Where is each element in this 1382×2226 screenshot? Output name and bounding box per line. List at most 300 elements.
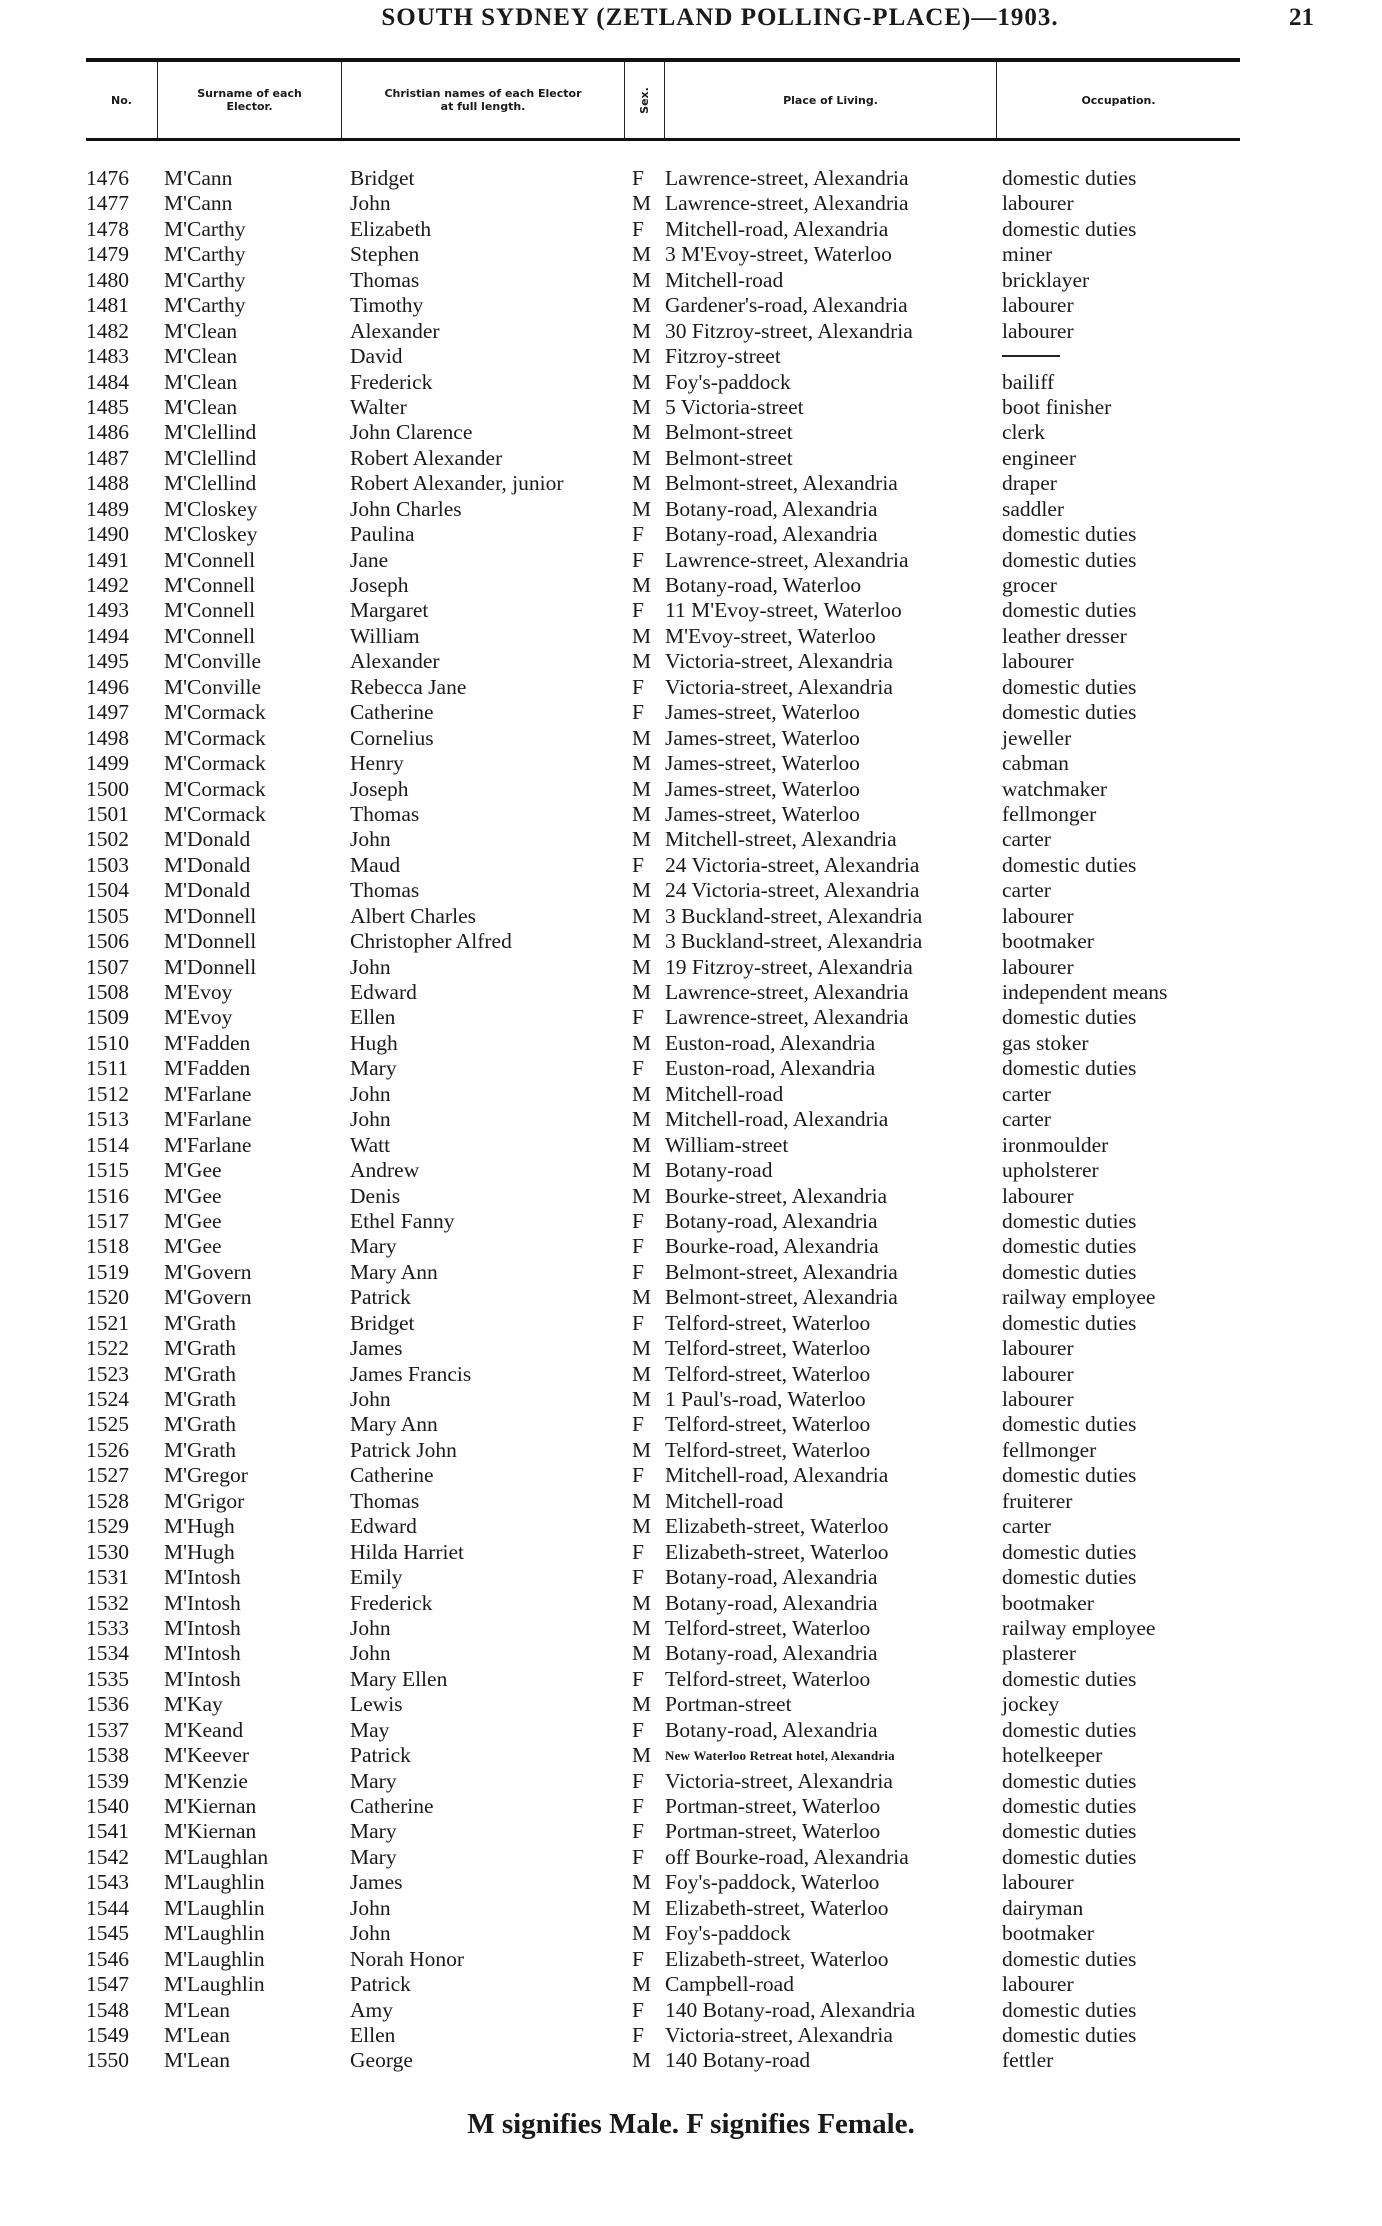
elector-number: 1518: [86, 1234, 129, 1259]
table-row: [0, 1438, 1382, 1463]
elector-place-of-living: Victoria-street, Alexandria: [665, 1768, 893, 1793]
table-row: [0, 1769, 1382, 1794]
elector-place-of-living: Lawrence-street, Alexandria: [665, 1005, 909, 1030]
table-row: [0, 649, 1382, 674]
elector-occupation: railway employee: [1002, 1285, 1156, 1310]
elector-place-of-living: Belmont-street: [665, 445, 793, 470]
elector-occupation: ironmoulder: [1002, 1132, 1109, 1157]
elector-number: 1506: [86, 929, 129, 954]
elector-surname: M'Farlane: [164, 1081, 252, 1106]
elector-place-of-living: Telford-street, Waterloo: [665, 1437, 871, 1462]
elector-number: 1544: [86, 1895, 129, 1920]
elector-place-of-living: Telford-street, Waterloo: [665, 1336, 871, 1361]
elector-occupation: domestic duties: [1002, 1208, 1137, 1233]
elector-christian-names: Patrick: [350, 1743, 411, 1768]
elector-sex: M: [632, 445, 652, 470]
elector-surname: M'Clellind: [164, 471, 257, 496]
elector-surname: M'Farlane: [164, 1107, 252, 1132]
elector-christian-names: Mary Ann: [350, 1412, 438, 1437]
elector-christian-names: Catherine: [350, 1463, 434, 1488]
elector-number: 1547: [86, 1972, 129, 1997]
elector-surname: M'Donnell: [164, 903, 257, 928]
elector-occupation: domestic duties: [1002, 1463, 1137, 1488]
elector-christian-names: Watt: [350, 1132, 391, 1157]
elector-number: 1548: [86, 1997, 129, 2022]
elector-sex: F: [632, 1946, 644, 1971]
elector-occupation: independent means: [1002, 980, 1168, 1004]
elector-surname: M'Donald: [164, 852, 251, 877]
elector-occupation: domestic duties: [1002, 1412, 1137, 1437]
elector-christian-names: Cornelius: [350, 725, 434, 750]
elector-occupation: fruiterer: [1002, 1488, 1073, 1513]
elector-number: 1509: [86, 1005, 129, 1030]
elector-number: 1488: [86, 471, 129, 496]
elector-place-of-living: Portman-street, Waterloo: [665, 1794, 881, 1818]
column-header-row: [86, 58, 1240, 141]
elector-occupation: carter: [1002, 827, 1051, 852]
table-row: [0, 522, 1382, 547]
elector-christian-names: Patrick: [350, 1285, 411, 1310]
elector-christian-names: John: [350, 827, 391, 852]
elector-surname: M'Carthy: [164, 293, 246, 318]
elector-number: 1482: [86, 318, 129, 343]
elector-christian-names: John: [350, 954, 391, 979]
elector-surname: M'Intosh: [164, 1565, 241, 1590]
elector-number: 1532: [86, 1590, 129, 1615]
elector-sex: F: [632, 1997, 644, 2022]
elector-occupation: carter: [1002, 1514, 1051, 1539]
elector-occupation: domestic duties: [1002, 852, 1137, 877]
elector-sex: F: [632, 522, 644, 547]
table-row: [0, 624, 1382, 649]
elector-surname: M'Cormack: [164, 801, 266, 826]
elector-surname: M'Hugh: [164, 1514, 235, 1539]
elector-sex: M: [632, 1641, 652, 1666]
elector-sex: M: [632, 929, 652, 954]
elector-christian-names: Mary: [350, 1844, 397, 1869]
elector-number: 1521: [86, 1310, 129, 1335]
elector-christian-names: Lewis: [350, 1692, 403, 1717]
elector-sex: F: [632, 1717, 644, 1742]
elector-place-of-living: Lawrence-street, Alexandria: [665, 166, 909, 190]
table-row: [0, 1794, 1382, 1819]
elector-christian-names: Robert Alexander: [350, 445, 503, 470]
table-row: [0, 1133, 1382, 1158]
table-row: [0, 1234, 1382, 1259]
elector-number: 1495: [86, 649, 129, 674]
elector-surname: M'Donald: [164, 827, 251, 852]
table-row: [0, 1158, 1382, 1183]
table-row: [0, 1591, 1382, 1616]
elector-number: 1484: [86, 369, 129, 394]
table-row: [0, 1921, 1382, 1946]
elector-place-of-living: 3 Buckland-street, Alexandria: [665, 903, 923, 928]
elector-occupation: boot finisher: [1002, 394, 1112, 419]
table-row: [0, 1565, 1382, 1590]
elector-surname: M'Conville: [164, 649, 262, 674]
table-row: [0, 293, 1382, 318]
elector-christian-names: Paulina: [350, 522, 415, 547]
elector-occupation: clerk: [1002, 420, 1045, 445]
elector-occupation: leather dresser: [1002, 623, 1127, 648]
elector-occupation: carter: [1002, 1081, 1051, 1106]
elector-occupation: draper: [1002, 471, 1057, 496]
elector-christian-names: James Francis: [350, 1361, 472, 1386]
elector-occupation: labourer: [1002, 293, 1074, 318]
elector-surname: M'Fadden: [164, 1030, 251, 1055]
elector-place-of-living: Euston-road, Alexandria: [665, 1030, 876, 1055]
elector-number: 1535: [86, 1666, 129, 1691]
elector-number: 1517: [86, 1208, 129, 1233]
elector-place-of-living: Telford-street, Waterloo: [665, 1412, 871, 1437]
elector-christian-names: Ethel Fanny: [350, 1208, 455, 1233]
elector-christian-names: John: [350, 1641, 391, 1666]
elector-surname: M'Keand: [164, 1717, 244, 1742]
elector-number: 1507: [86, 954, 129, 979]
elector-occupation: labourer: [1002, 318, 1074, 343]
elector-number: 1491: [86, 547, 129, 572]
elector-occupation: labourer: [1002, 1387, 1074, 1411]
elector-surname: M'Carthy: [164, 267, 246, 292]
elector-number: 1537: [86, 1717, 129, 1742]
table-row: [0, 1540, 1382, 1565]
elector-christian-names: John: [350, 1081, 391, 1106]
elector-occupation: labourer: [1002, 1972, 1074, 1997]
elector-occupation: fellmonger: [1002, 1437, 1097, 1462]
elector-place-of-living: Euston-road, Alexandria: [665, 1056, 876, 1081]
elector-place-of-living: 5 Victoria-street: [665, 394, 804, 419]
elector-surname: M'Clellind: [164, 445, 257, 470]
elector-surname: M'Lean: [164, 1997, 230, 2022]
elector-number: 1496: [86, 674, 129, 699]
table-row: [0, 548, 1382, 573]
elector-christian-names: Edward: [350, 1514, 417, 1539]
table-row: [0, 446, 1382, 471]
elector-occupation: domestic duties: [1002, 700, 1137, 725]
column-header-sex: [625, 62, 665, 138]
elector-sex: F: [632, 547, 644, 572]
table-row: [0, 319, 1382, 344]
elector-sex: F: [632, 1234, 644, 1259]
elector-place-of-living: Portman-street: [665, 1692, 792, 1717]
table-row: [0, 1641, 1382, 1666]
elector-place-of-living: Mitchell-road: [665, 267, 784, 292]
elector-place-of-living: Foy's-paddock: [665, 1921, 791, 1946]
elector-surname: M'Donald: [164, 878, 251, 903]
table-row: [0, 1819, 1382, 1844]
table-row: [0, 777, 1382, 802]
elector-surname: M'Grath: [164, 1361, 236, 1386]
elector-number: 1487: [86, 445, 129, 470]
elector-christian-names: Amy: [350, 1997, 393, 2022]
table-row: [0, 1209, 1382, 1234]
elector-place-of-living: Fitzroy-street: [665, 344, 781, 369]
elector-number: 1534: [86, 1641, 129, 1666]
elector-occupation: bootmaker: [1002, 1590, 1094, 1615]
elector-place-of-living: James-street, Waterloo: [665, 801, 860, 826]
elector-number: 1510: [86, 1030, 129, 1055]
elector-place-of-living: Mitchell-road: [665, 1488, 784, 1513]
elector-number: 1513: [86, 1107, 129, 1132]
elector-occupation: domestic duties: [1002, 1565, 1137, 1590]
table-row: [0, 1031, 1382, 1056]
elector-sex: M: [632, 878, 652, 903]
elector-christian-names: John: [350, 191, 391, 216]
elector-christian-names: Margaret: [350, 598, 429, 623]
elector-place-of-living: Elizabeth-street, Waterloo: [665, 1895, 889, 1920]
elector-number: 1508: [86, 980, 129, 1004]
elector-place-of-living: M'Evoy-street, Waterloo: [665, 623, 876, 648]
elector-number: 1500: [86, 776, 129, 801]
column-header-no: No.: [86, 62, 158, 138]
elector-occupation: domestic duties: [1002, 166, 1137, 190]
elector-occupation: gas stoker: [1002, 1030, 1089, 1055]
elector-surname: M'Donnell: [164, 929, 257, 954]
table-row: [0, 1947, 1382, 1972]
elector-number: 1527: [86, 1463, 129, 1488]
elector-place-of-living: Botany-road, Alexandria: [665, 1208, 878, 1233]
elector-number: 1516: [86, 1183, 129, 1208]
table-row: [0, 1184, 1382, 1209]
elector-place-of-living: James-street, Waterloo: [665, 751, 860, 776]
elector-surname: M'Clean: [164, 369, 238, 394]
elector-occupation: cabman: [1002, 751, 1069, 776]
elector-number: 1490: [86, 522, 129, 547]
elector-occupation: hotelkeeper: [1002, 1743, 1103, 1768]
elector-sex: M: [632, 1514, 652, 1539]
elector-sex: M: [632, 649, 652, 674]
table-row: [0, 955, 1382, 980]
elector-occupation: bricklayer: [1002, 267, 1090, 292]
elector-christian-names: Thomas: [350, 1488, 420, 1513]
elector-sex: M: [632, 1743, 652, 1768]
elector-occupation: domestic duties: [1002, 522, 1137, 547]
elector-christian-names: Mary Ann: [350, 1259, 438, 1284]
table-row: [0, 1056, 1382, 1081]
elector-surname: M'Gee: [164, 1183, 222, 1208]
elector-sex: M: [632, 1590, 652, 1615]
elector-number: 1546: [86, 1946, 129, 1971]
elector-number: 1538: [86, 1743, 129, 1768]
blank-occupation-dash: [1002, 355, 1060, 357]
elector-surname: M'Gee: [164, 1158, 222, 1183]
elector-occupation: domestic duties: [1002, 1310, 1137, 1335]
elector-number: 1483: [86, 344, 129, 369]
table-row: [0, 802, 1382, 827]
elector-surname: M'Closkey: [164, 496, 258, 521]
elector-number: 1485: [86, 394, 129, 419]
elector-sex: M: [632, 318, 652, 343]
elector-occupation: labourer: [1002, 1870, 1074, 1895]
elector-surname: M'Grath: [164, 1310, 236, 1335]
elector-christian-names: Joseph: [350, 573, 409, 597]
elector-number: 1528: [86, 1488, 129, 1513]
elector-christian-names: Hilda Harriet: [350, 1539, 465, 1564]
elector-sex: M: [632, 725, 652, 750]
elector-number: 1536: [86, 1692, 129, 1717]
elector-number: 1497: [86, 700, 129, 725]
elector-number: 1531: [86, 1565, 129, 1590]
table-row: [0, 1387, 1382, 1412]
elector-christian-names: Stephen: [350, 242, 420, 267]
elector-sex: F: [632, 1768, 644, 1793]
table-row: [0, 1489, 1382, 1514]
elector-number: 1486: [86, 420, 129, 445]
elector-occupation: labourer: [1002, 954, 1074, 979]
table-row: [0, 1972, 1382, 1997]
elector-number: 1479: [86, 242, 129, 267]
elector-sex: F: [632, 166, 644, 190]
elector-number: 1476: [86, 166, 129, 190]
elector-christian-names: Thomas: [350, 267, 420, 292]
elector-christian-names: Hugh: [350, 1030, 398, 1055]
elector-number: 1477: [86, 191, 129, 216]
elector-surname: M'Grath: [164, 1387, 236, 1411]
elector-occupation: domestic duties: [1002, 674, 1137, 699]
elector-surname: M'Govern: [164, 1285, 252, 1310]
elector-place-of-living: James-street, Waterloo: [665, 700, 860, 725]
elector-sex: M: [632, 903, 652, 928]
elector-surname: M'Cann: [164, 191, 233, 216]
elector-place-of-living: 140 Botany-road, Alexandria: [665, 1997, 916, 2022]
elector-occupation: bootmaker: [1002, 1921, 1094, 1946]
elector-christian-names: Mary: [350, 1819, 397, 1844]
elector-christian-names: Ellen: [350, 2022, 396, 2047]
elector-place-of-living: Elizabeth-street, Waterloo: [665, 1514, 889, 1539]
table-row: [0, 1870, 1382, 1895]
elector-sex: M: [632, 1387, 652, 1411]
elector-number: 1494: [86, 623, 129, 648]
table-row: [0, 1005, 1382, 1030]
table-row: [0, 878, 1382, 903]
table-row: [0, 497, 1382, 522]
table-row: [0, 1743, 1382, 1768]
page-title: SOUTH SYDNEY (ZETLAND POLLING-PLACE)—1903.: [381, 4, 1059, 31]
elector-surname: M'Lean: [164, 2022, 230, 2047]
elector-sex: F: [632, 1794, 644, 1818]
table-row: [0, 1362, 1382, 1387]
elector-occupation: carter: [1002, 1107, 1051, 1132]
table-row: [0, 726, 1382, 751]
elector-christian-names: William: [350, 623, 420, 648]
elector-christian-names: John Clarence: [350, 420, 473, 445]
elector-sex: M: [632, 751, 652, 776]
elector-place-of-living: Mitchell-road, Alexandria: [665, 216, 889, 241]
elector-place-of-living: Lawrence-street, Alexandria: [665, 980, 909, 1004]
table-row: [0, 827, 1382, 852]
elector-occupation: dairyman: [1002, 1895, 1084, 1920]
elector-number: 1499: [86, 751, 129, 776]
elector-surname: M'Clean: [164, 344, 238, 369]
table-row: [0, 395, 1382, 420]
elector-place-of-living: 30 Fitzroy-street, Alexandria: [665, 318, 913, 343]
elector-place-of-living: Foy's-paddock: [665, 369, 791, 394]
elector-place-of-living: 1 Paul's-road, Waterloo: [665, 1387, 866, 1411]
elector-occupation: domestic duties: [1002, 216, 1137, 241]
elector-number: 1522: [86, 1336, 129, 1361]
elector-surname: M'Kenzie: [164, 1768, 248, 1793]
elector-sex: M: [632, 267, 652, 292]
elector-sex: M: [632, 1488, 652, 1513]
elector-occupation: domestic duties: [1002, 1844, 1137, 1869]
elector-sex: M: [632, 394, 652, 419]
elector-sex: F: [632, 700, 644, 725]
elector-occupation: labourer: [1002, 1336, 1074, 1361]
elector-occupation: labourer: [1002, 191, 1074, 216]
elector-place-of-living: Belmont-street, Alexandria: [665, 1285, 898, 1310]
elector-christian-names: George: [350, 2048, 413, 2073]
elector-surname: M'Carthy: [164, 242, 246, 267]
elector-surname: M'Conville: [164, 674, 262, 699]
elector-sex: M: [632, 954, 652, 979]
table-row: [0, 1311, 1382, 1336]
elector-sex: F: [632, 1208, 644, 1233]
elector-christian-names: Catherine: [350, 1794, 434, 1818]
table-row: [0, 1336, 1382, 1361]
elector-surname: M'Grath: [164, 1437, 236, 1462]
table-row: [0, 1998, 1382, 2023]
column-header-occupation: Occupation.: [1081, 93, 1156, 107]
elector-number: 1502: [86, 827, 129, 852]
elector-place-of-living: Foy's-paddock, Waterloo: [665, 1870, 880, 1895]
elector-christian-names: John Charles: [350, 496, 462, 521]
table-row: [0, 1667, 1382, 1692]
elector-place-of-living: 11 M'Evoy-street, Waterloo: [665, 598, 902, 623]
elector-sex: M: [632, 1158, 652, 1183]
elector-number: 1493: [86, 598, 129, 623]
sex-legend: M signifies Male. F signifies Female.: [467, 2108, 915, 2140]
elector-occupation: jockey: [1002, 1692, 1060, 1717]
elector-number: 1539: [86, 1768, 129, 1793]
elector-occupation: domestic duties: [1002, 1794, 1137, 1818]
elector-surname: M'Evoy: [164, 980, 233, 1004]
elector-number: 1549: [86, 2022, 129, 2047]
table-row: [0, 1718, 1382, 1743]
elector-place-of-living: Botany-road, Alexandria: [665, 496, 878, 521]
elector-place-of-living: Mitchell-road: [665, 1081, 784, 1106]
elector-christian-names: James: [350, 1870, 403, 1895]
elector-christian-names: Bridget: [350, 166, 415, 190]
column-header-place: Place of Living.: [665, 62, 997, 138]
elector-number: 1512: [86, 1081, 129, 1106]
elector-surname: M'Gregor: [164, 1463, 248, 1488]
table-row: [0, 929, 1382, 954]
elector-christian-names: Timothy: [350, 293, 424, 318]
elector-surname: M'Cormack: [164, 725, 266, 750]
elector-sex: M: [632, 242, 652, 267]
table-row: [0, 370, 1382, 395]
elector-sex: M: [632, 827, 652, 852]
elector-sex: F: [632, 1565, 644, 1590]
elector-christian-names: May: [350, 1717, 390, 1742]
elector-place-of-living: Telford-street, Waterloo: [665, 1310, 871, 1335]
elector-sex: M: [632, 1972, 652, 1997]
elector-christian-names: Andrew: [350, 1158, 420, 1183]
elector-sex: M: [632, 1030, 652, 1055]
elector-christian-names: Albert Charles: [350, 903, 476, 928]
elector-occupation: railway employee: [1002, 1615, 1156, 1640]
elector-sex: F: [632, 1819, 644, 1844]
elector-sex: F: [632, 1412, 644, 1437]
elector-sex: M: [632, 1132, 652, 1157]
elector-number: 1498: [86, 725, 129, 750]
elector-place-of-living: Botany-road, Alexandria: [665, 1590, 878, 1615]
elector-christian-names: Ellen: [350, 1005, 396, 1030]
elector-surname: M'Intosh: [164, 1666, 241, 1691]
elector-number: 1545: [86, 1921, 129, 1946]
elector-place-of-living: James-street, Waterloo: [665, 725, 860, 750]
elector-occupation: domestic duties: [1002, 1234, 1137, 1259]
